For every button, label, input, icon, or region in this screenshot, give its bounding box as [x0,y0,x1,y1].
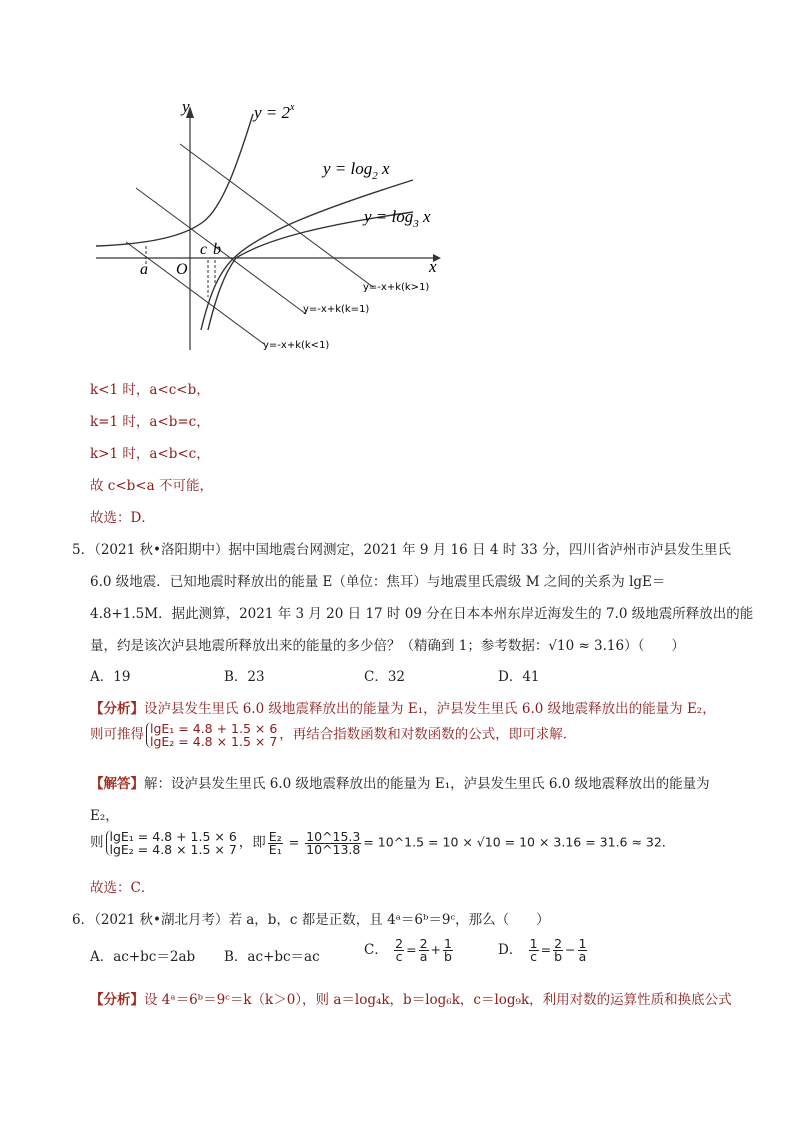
line-k-eq1 [136,188,306,314]
exp-curve-label: y = 2 [254,103,291,122]
q5-option-a: A．19 [90,669,131,685]
q5-stem-line1: 5．（2021 秋•洛阳期中）据中国地震台网测定，2021 年 9 月 16 日 4 时 33 分，四川省泸州市泸县发生里氏 [72,542,731,558]
function-graph-figure [88,92,458,362]
q5-frac-energy-num: E₂ [268,828,282,844]
q5-stem-line4: 量，约是该次泸县地震所释放出来的能量的多少倍？（精确到 1；参考数据：√10 ≈ 3.16）（ ） [90,638,685,654]
q5-option-b: B．23 [224,669,265,685]
case-k-lt1: k<1 时，a<c<b， [90,382,210,398]
q5-solution-line2: E₂， [90,808,119,824]
case-k-eq1: k=1 时，a<b=c， [90,414,210,430]
q5-solution-eq1: lgE₁ = 4.8 + 1.5 × 6 [109,829,237,844]
q5-frac-energy [268,828,283,857]
q5-stem-line3: 4.8+1.5M．据此测算，2021 年 3 月 20 日 17 时 09 分在日本本州东岸近海发生的 7.0 级地震所释放出的能 [90,606,754,622]
q6-option-a: A．ac+bc＝2ab [90,949,196,965]
log2-curve-label: y = log [323,159,373,178]
x-axis-label: x [429,257,437,276]
curve-exp-2x [96,114,253,246]
q5-solution-pre: 则 [90,834,104,851]
q6-option-c: C． $\frac{2}{c}$ = $\frac{2}{a}$ + $\frac{1}{b}$ [364,936,452,964]
q5-frac-power-num: 10^15.3 [306,828,361,844]
q5-solution-line1 [90,772,710,792]
q6-option-c-label: C． [364,942,388,958]
q5-stem-line2: 6.0 级地震．已知地震时释放出的能量 E（单位：焦耳）与地震里氏震级 M 之间的关系为 lgE＝ [90,574,666,590]
point-a-label: a [140,261,148,278]
q5-solution-mid: ，即 [238,834,266,851]
q5-analysis-post: ，再结合指数函数和对数函数的公式，即可求解． [279,726,577,743]
point-b-label: b [213,241,221,258]
q5-analysis-eq2: lgE₂ = 4.8 × 1.5 × 7 [150,734,278,749]
q5-option-d: D．41 [498,669,540,685]
log2-curve-x: x [377,159,390,178]
log3-curve-sub: 3 [413,218,419,230]
y-axis-label: y [182,97,190,116]
q5-analysis-text1: 设泸县发生里氏 6.0 级地震释放出的能量为 E₁，泸县发生里氏 6.0 级地震释放出的能量为 E₂， [144,701,716,717]
svg-text:y = log3 x [362,207,431,230]
q5-solution-system [106,830,237,856]
q5-analysis-line2 [90,722,576,748]
origin-label: O [176,261,188,278]
q6-analysis-text: 设 4ᵃ＝6ᵇ＝9ᶜ＝k（k＞0），则 a＝log₄k，b＝log₆k，c＝log₉k，利用对数的运算性质和换底公式 [144,992,732,1008]
q6-analysis [90,988,732,1008]
q5-answer: 故选：C． [90,880,155,896]
log3-curve-x: x [418,207,431,226]
line-k-gt1-label: y=-x+k(k>1) [363,282,430,293]
q5-solution-tail: = 10^1.5 = 10 × √10 = 10 × 3.16 = 31.6 ≈ 32． [363,834,675,850]
case-answer: 故选：D． [90,510,155,526]
q5-option-c: C．32 [364,669,406,685]
line-k-lt1-label: y=-x+k(k<1) [263,340,330,351]
q5-analysis-system [146,722,277,748]
exp-curve-sup: x [290,102,295,113]
svg-text:y = log2 x [321,159,390,182]
q5-solution-tag: 【解答】 [90,776,144,792]
log3-curve-label: y = log [364,207,414,226]
q5-frac-power-den: 10^13.8 [306,841,361,857]
q5-frac-energy-den: E₁ [268,841,282,857]
q5-analysis-eq1: lgE₁ = 4.8 + 1.5 × 6 [150,721,278,736]
line-k-eq1-label: y=-x+k(k=1) [303,304,370,315]
q6-analysis-tag: 【分析】 [90,992,144,1008]
q5-solution-eq2: lgE₂ = 4.8 × 1.5 × 7 [109,842,237,857]
q5-solution-line3: 则 lgE₁ = 4.8 + 1.5 × 6 lgE₂ = 4.8 × 1.5 × 7 ，即 $\frac{\text{E₂}}{\text{E₁}}$ = $\frac{10\^{}15.3}{10\^{}13.8}$ = 10^1.5 = 10 × √10 = 10 × 3.16 = 31.6 ≈ 32． [90,828,675,857]
q5-frac-power [305,828,361,857]
q5-analysis-line1 [90,697,716,717]
point-c-label: c [200,241,208,258]
q5-solution-text1: 解：设泸县发生里氏 6.0 级地震释放出的能量为 E₁，泸县发生里氏 6.0 级地震释放出的能量为 [144,776,710,792]
q6-option-b: B．ac+bc＝ac [224,949,320,965]
case-conclusion: 故 c<b<a 不可能， [90,478,213,494]
q6-option-d-label: D． [498,942,523,958]
q5-analysis-tag: 【分析】 [90,701,144,717]
q5-analysis-pre: 则可推得 [90,726,144,743]
log2-curve-sub: 2 [372,170,378,182]
line-k-lt1 [126,242,264,344]
svg-text:y = 2x [252,102,295,122]
q6-option-d: D． $\frac{1}{c}$ = $\frac{2}{b}$ − $\frac{1}{a}$ [498,936,587,964]
q6-stem: 6．（2021 秋•湖北月考）若 a，b，c 都是正数，且 4ᵃ＝6ᵇ＝9ᶜ，那么（ ） [72,912,550,928]
case-k-gt1: k>1 时，a<b<c， [90,446,210,462]
